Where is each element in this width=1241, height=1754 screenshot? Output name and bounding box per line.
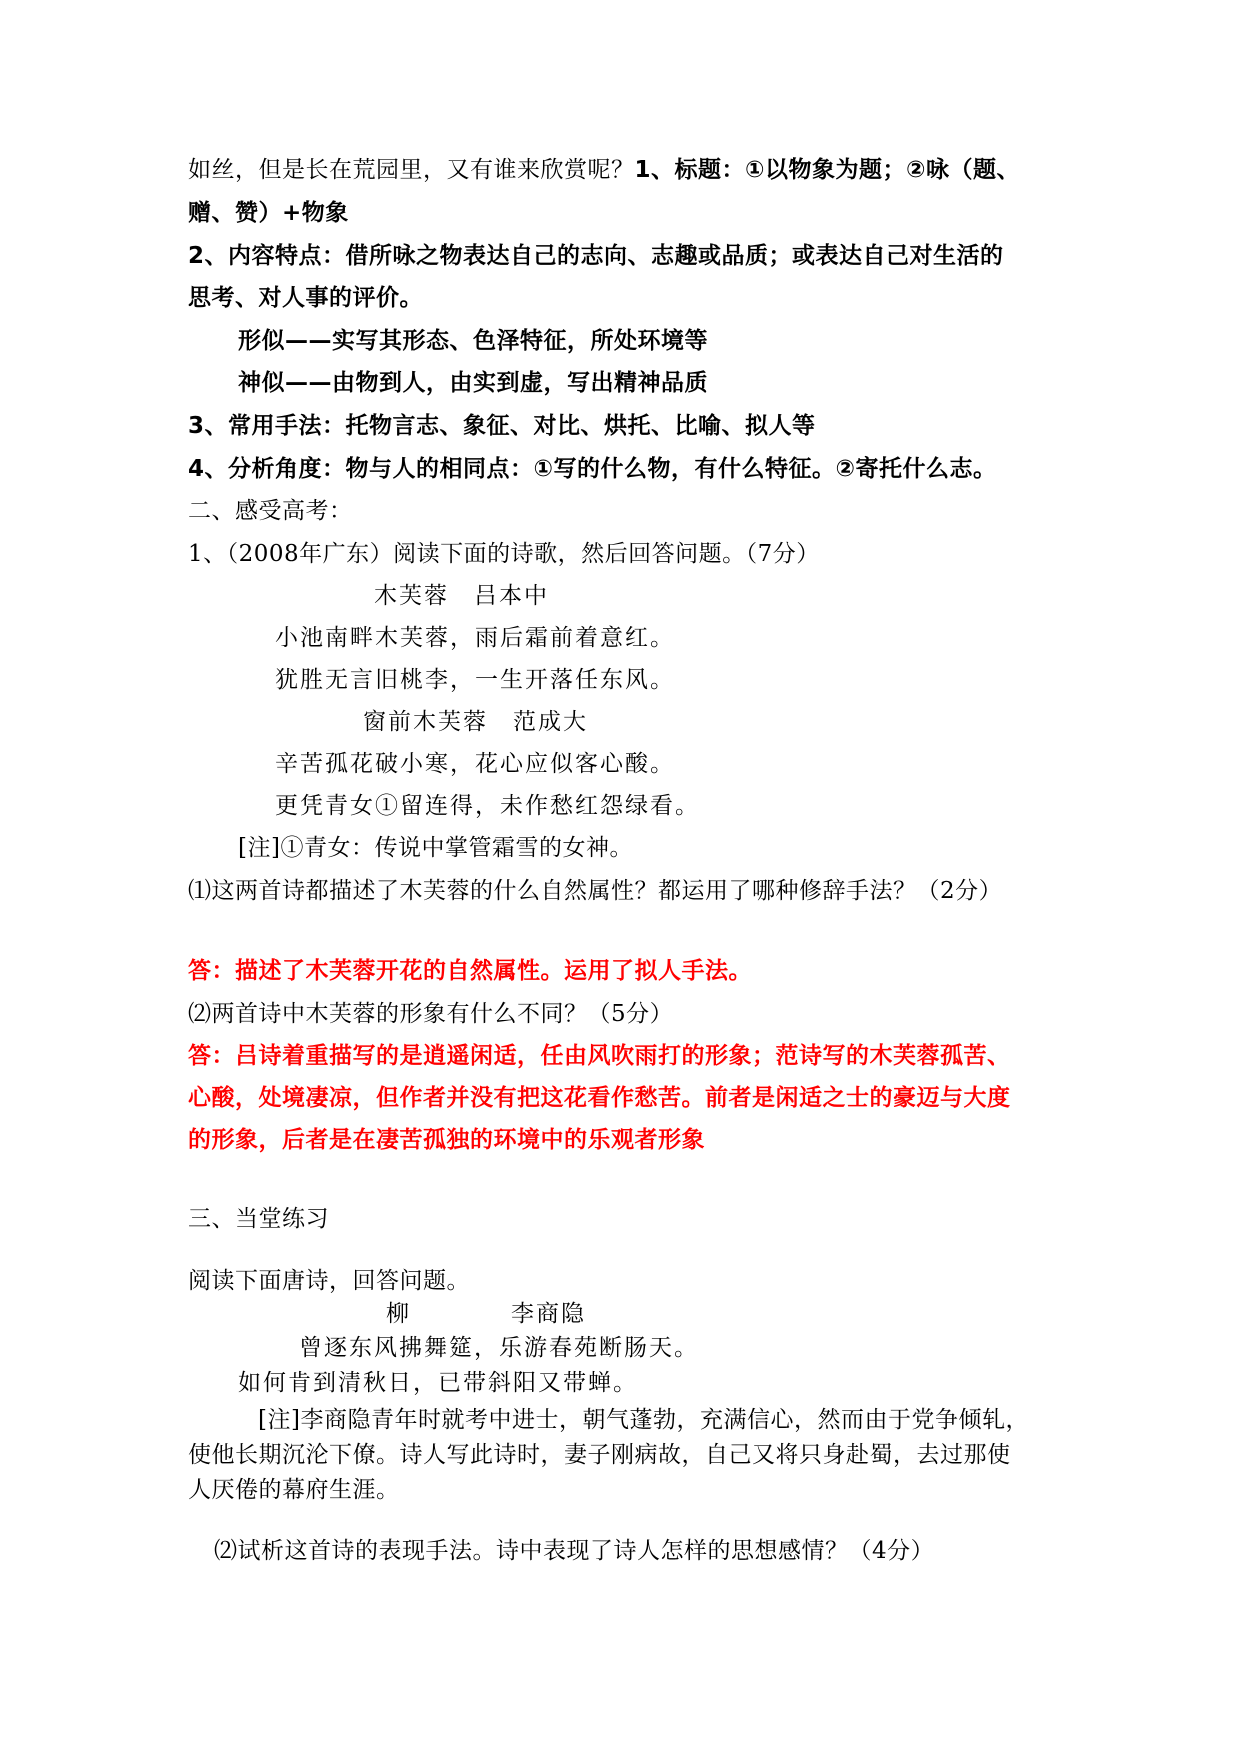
title-point-cont: 赠、赞）+物象 — [188, 200, 349, 226]
poem3-note-line-1: [注]李商隐青年时就考中进士，朝气蓬勃，充满信心，然而由于党争倾轧， — [258, 1407, 1029, 1433]
poem-note: [注]①青女：传说中掌管霜雪的女神。 — [238, 835, 633, 861]
answer-2-line-2: 心酸，处境凄凉，但作者并没有把这花看作愁苦。前者是闲适之士的豪迈与大度 — [188, 1085, 1011, 1111]
answer-1: 答：描述了木芙蓉开花的自然属性。运用了拟人手法。 — [188, 958, 752, 984]
poem2-line-2: 更凭青女①留连得，未作愁红怨绿看。 — [275, 793, 700, 819]
poem3-line-2: 如何肯到清秋日，已带斜阳又带蝉。 — [238, 1370, 638, 1396]
poem3-line-1: 曾逐东风拂舞筵，乐游春苑断肠天。 — [299, 1335, 699, 1361]
answer-2-line-1: 答：吕诗着重描写的是逍遥闲适，任由风吹雨打的形象；范诗写的木芙蓉孤苦、 — [188, 1043, 1011, 1069]
content-point-line-1: 2、内容特点：借所咏之物表达自己的志向、志趣或品质；或表达自己对生活的 — [188, 243, 1004, 269]
poem2-title: 窗前木芙蓉 范成大 — [363, 709, 588, 735]
intro-line-1 — [188, 155, 1020, 185]
poem3-title: 柳 — [386, 1301, 411, 1327]
shensi-line: 神似——由物到人，由实到虚，写出精神品质 — [238, 370, 708, 396]
poem2-line-1: 辛苦孤花破小寒，花心应似客心酸。 — [275, 751, 675, 777]
intro-line-1-plain: 如丝，但是长在荒园里，又有谁来欣赏呢？ — [188, 157, 635, 183]
title-point: 1、标题：①以物象为题；②咏（题、 — [634, 157, 1020, 183]
practice-question-2: ⑵试析这首诗的表现手法。诗中表现了诗人怎样的思想感情？（4分） — [214, 1538, 935, 1564]
poem3-author: 李商隐 — [511, 1301, 586, 1327]
poem1-title: 木芙蓉 吕本中 — [374, 583, 549, 609]
question-intro: 1、（2008年广东）阅读下面的诗歌，然后回答问题。（7分） — [188, 541, 820, 567]
section3-heading: 三、当堂练习 — [188, 1206, 329, 1232]
question-2: ⑵两首诗中木芙蓉的形象有什么不同？（5分） — [188, 1001, 674, 1027]
xingsi-line: 形似——实写其形态、色泽特征，所处环境等 — [238, 328, 708, 354]
answer-2-line-3: 的形象，后者是在凄苦孤独的环境中的乐观者形象 — [188, 1127, 705, 1153]
section2-heading: 二、感受高考： — [188, 498, 353, 524]
poem1-line-1: 小池南畔木芙蓉，雨后霜前着意红。 — [275, 625, 675, 651]
content-point-line-2: 思考、对人事的评价。 — [188, 285, 423, 311]
poem1-line-2: 犹胜无言旧桃李，一生开落任东风。 — [275, 667, 675, 693]
poem3-note-line-2: 使他长期沉沦下僚。诗人写此诗时，妻子刚病故，自己又将只身赴蜀，去过那使 — [188, 1442, 1011, 1468]
poem3-note-line-3: 人厌倦的幕府生涯。 — [188, 1477, 400, 1503]
angle-line: 4、分析角度：物与人的相同点：①写的什么物，有什么特征。②寄托什么志。 — [188, 456, 997, 482]
section3-intro: 阅读下面唐诗，回答问题。 — [188, 1268, 470, 1294]
question-1: ⑴这两首诗都描述了木芙蓉的什么自然属性？都运用了哪种修辞手法？（2分） — [188, 878, 1003, 904]
methods-line: 3、常用手法：托物言志、象征、对比、烘托、比喻、拟人等 — [188, 413, 816, 439]
